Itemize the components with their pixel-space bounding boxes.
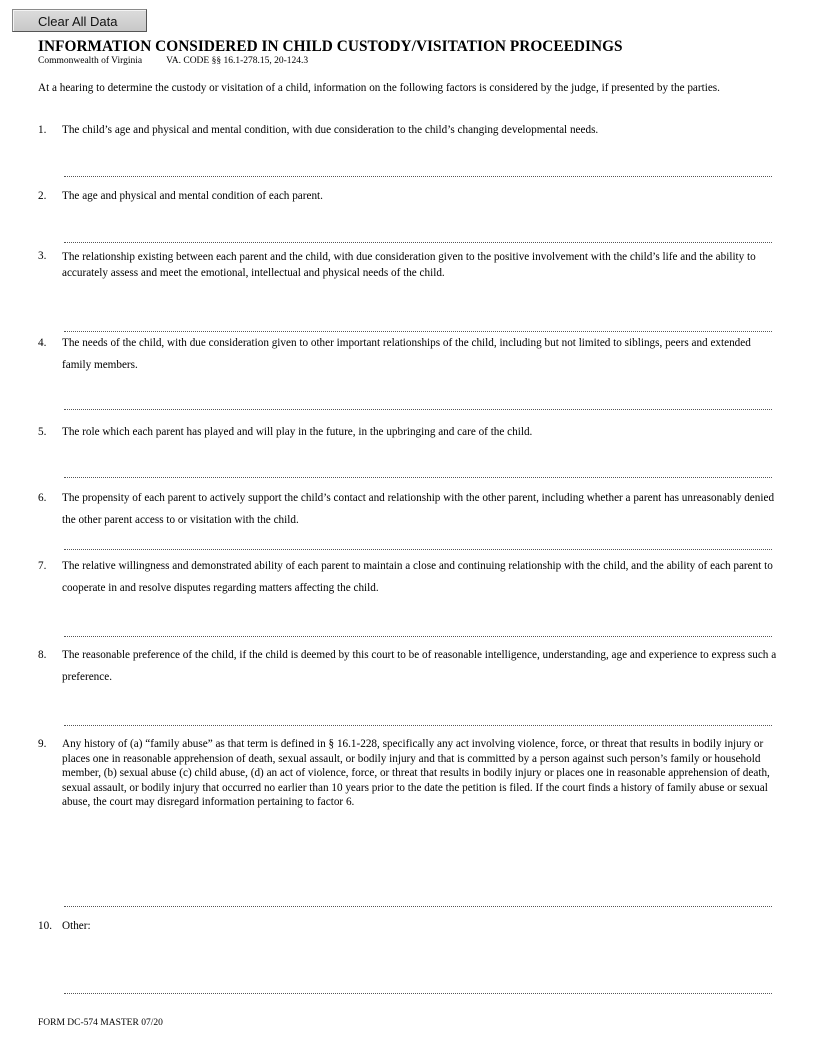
factor-number: 7. <box>38 560 47 572</box>
factor-number: 4. <box>38 337 47 349</box>
answer-field-2[interactable] <box>64 242 772 243</box>
clear-all-data-button[interactable]: Clear All Data <box>12 9 147 32</box>
answer-field-1[interactable] <box>64 176 772 177</box>
answer-field-5[interactable] <box>64 477 772 478</box>
answer-field-10[interactable] <box>64 993 772 994</box>
factor-number: 6. <box>38 492 47 504</box>
statute-code: VA. CODE §§ 16.1-278.15, 20-124.3 <box>166 56 309 66</box>
factor-number: 2. <box>38 190 47 202</box>
factor-number: 9. <box>38 738 47 750</box>
form-id: FORM DC-574 MASTER 07/20 <box>38 1018 163 1028</box>
factor-text: Any history of (a) “family abuse” as that term is defined in § 16.1-228, specifically any act involving violence, force, or threat that results in bodily injury or places one in reasonable apprehension of death, sexual assault, or bodily injury and that is committed by a person against such person’s family or household member, (b) sexual abuse (c) child abuse, (d) an act of violence, force, or threat that results in bodily injury or places one in reasonable apprehension of death, sexual assault, or bodily injury that occurred no earlier than 10 years prior to the date the petition is filed. If the court finds a history of family abuse or sexual abuse, the court may disregard information pertaining to factor 6. <box>62 738 770 809</box>
factor-text: Other: <box>62 920 91 932</box>
factor-text: The propensity of each parent to actively support the child’s contact and relationship with the other parent, including whether a parent has unreasonably denied the other parent access to or visitation with the child. <box>62 492 775 526</box>
factor-number: 1. <box>38 124 47 136</box>
answer-field-9[interactable] <box>64 906 772 907</box>
factor-text: The reasonable preference of the child, if the child is deemed by this court to be of reasonable intelligence, understanding, age and experience to express such a preference. <box>62 649 777 683</box>
factor-text: The role which each parent has played and will play in the future, in the upbringing and care of the child. <box>62 426 533 438</box>
jurisdiction-label: Commonwealth of Virginia <box>38 56 143 66</box>
answer-field-7[interactable] <box>64 636 772 637</box>
answer-field-4[interactable] <box>64 409 772 410</box>
factor-text: The child’s age and physical and mental condition, with due consideration to the child’s changing developmental needs. <box>62 124 599 136</box>
form-title: INFORMATION CONSIDERED IN CHILD CUSTODY/VISITATION PROCEEDINGS <box>38 38 623 55</box>
form-subtitle <box>38 56 308 66</box>
factor-text: The relative willingness and demonstrated ability of each parent to maintain a close and continuing relationship with the child, and the ability of each parent to cooperate in and resolve disputes regarding matters affecting the child. <box>62 560 773 594</box>
answer-field-8[interactable] <box>64 725 772 726</box>
factor-text: The relationship existing between each parent and the child, with due consideration given to the positive involvement with the child’s life and the ability to accurately assess and meet the emotional, intellectual and physical needs of the child. <box>62 251 756 279</box>
factor-number: 3. <box>38 250 47 262</box>
answer-field-6[interactable] <box>64 549 772 550</box>
factor-text: The needs of the child, with due consideration given to other important relationships of the child, including but not limited to siblings, peers and extended family members. <box>62 337 751 371</box>
factor-number: 5. <box>38 426 47 438</box>
intro-paragraph: At a hearing to determine the custody or visitation of a child, information on the following factors is considered by the judge, if presented by the parties. <box>38 82 720 94</box>
factor-number: 10. <box>38 920 52 932</box>
factor-number: 8. <box>38 649 47 661</box>
factor-text: The age and physical and mental condition of each parent. <box>62 190 323 202</box>
